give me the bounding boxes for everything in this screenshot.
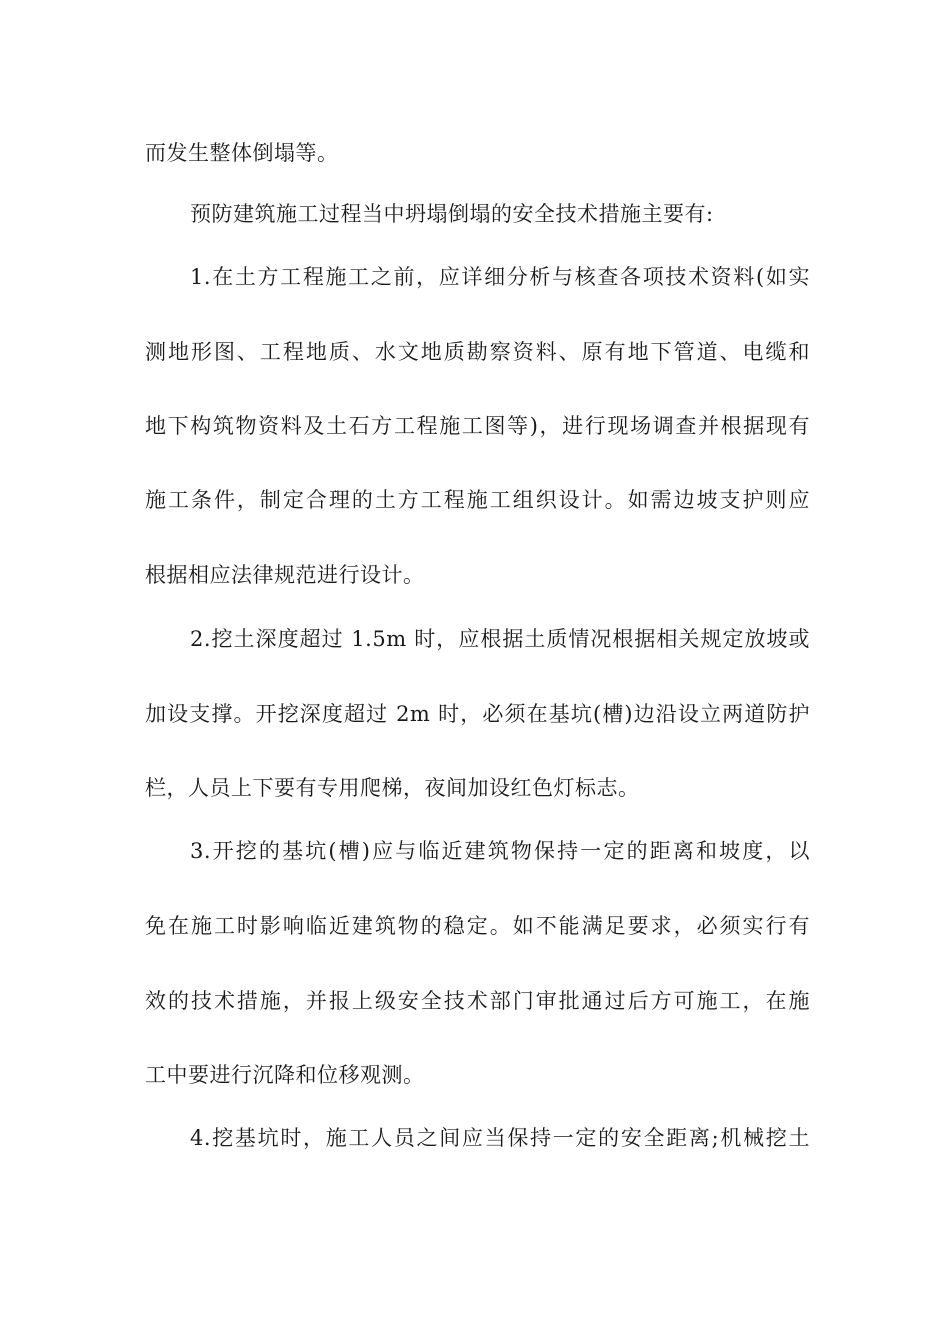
paragraph-line: 效的技术措施，并报上级安全技术部门审批通过后方可施工，在施 — [145, 989, 810, 1013]
paragraph-line: 1.在土方工程施工之前，应详细分析与核查各项技术资料(如实 — [190, 265, 810, 289]
paragraph-line: 预防建筑施工过程当中坍塌倒塌的安全技术措施主要有: — [190, 202, 714, 226]
paragraph-line: 工中要进行沉降和位移观测。 — [145, 1063, 425, 1087]
paragraph-line: 栏，人员上下要有专用爬梯，夜间加设红色灯标志。 — [145, 776, 640, 800]
paragraph-line: 2.挖土深度超过 1.5m 时，应根据土质情况根据相关规定放坡或 — [190, 627, 810, 651]
paragraph-line: 施工条件，制定合理的土方工程施工组织设计。如需边坡支护则应 — [145, 488, 810, 512]
paragraph-line: 地下构筑物资料及土石方工程施工图等)，进行现场调查并根据现有 — [145, 414, 810, 438]
paragraph-line: 3.开挖的基坑(槽)应与临近建筑物保持一定的距离和坡度，以 — [190, 839, 810, 863]
paragraph-line: 4.挖基坑时，施工人员之间应当保持一定的安全距离;机械挖土 — [190, 1126, 810, 1150]
paragraph-line: 测地形图、工程地质、水文地质勘察资料、原有地下管道、电缆和 — [145, 340, 810, 364]
paragraph-line: 根据相应法律规范进行设计。 — [145, 563, 425, 587]
paragraph-line: 免在施工时影响临近建筑物的稳定。如不能满足要求，必须实行有 — [145, 914, 810, 938]
paragraph-line: 加设支撑。开挖深度超过 2m 时，必须在基坑(槽)边沿设立两道防护 — [145, 702, 810, 726]
paragraph-line: 而发生整体倒塌等。 — [145, 141, 339, 165]
